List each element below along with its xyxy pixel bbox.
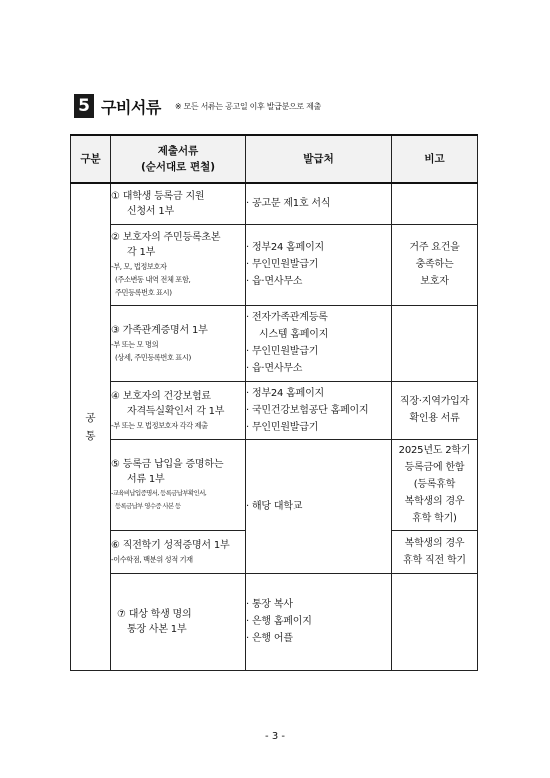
document-title-cont: 서류 1부: [127, 473, 165, 485]
remark-line: 확인용 서류: [409, 413, 460, 424]
issuer-item: · 정부24 홈페이지: [246, 242, 325, 253]
page-number: - 3 -: [265, 731, 285, 742]
required-documents-table: [70, 134, 478, 671]
header-category: 구분: [71, 135, 111, 183]
document-note: -이수학점, 백분위 성적 기재: [111, 554, 193, 564]
category-cell: [71, 183, 111, 670]
issuer-cell: [246, 439, 392, 573]
section-header: [74, 94, 321, 118]
table-row: [71, 224, 478, 305]
remark-line: (등록휴학: [413, 479, 456, 490]
table-row: [71, 573, 478, 670]
document-note: -부 또는 모 명의: [111, 339, 159, 349]
remarks-cell: [392, 573, 478, 670]
document-title: ⑦ 대상 학생 명의: [117, 608, 192, 620]
remarks-cell: [392, 305, 478, 381]
document-title-cont: 신청서 1부: [127, 205, 174, 217]
issuer-item: · 공고문 제1호 서식: [246, 198, 331, 210]
issuer-item: · 무인민원발급기: [246, 259, 319, 270]
document-title: ① 대학생 등록금 지원: [111, 190, 205, 202]
remarks-cell: [392, 224, 478, 305]
issuer-item: · 통장 복사: [246, 599, 293, 610]
remark-line: 복학생의 경우: [404, 496, 465, 507]
document-note: (주소변동 내역 전체 포함,: [115, 275, 191, 284]
header-issuer: 발급처: [246, 135, 392, 183]
issuer-item-cont: 시스템 홈페이지: [259, 329, 329, 340]
issuer-item: · 읍·면사무소: [246, 363, 303, 374]
document-cell: [111, 305, 246, 381]
remark-line: 등록금에 한함: [404, 462, 465, 473]
table-row: [71, 439, 478, 530]
document-note: (상세, 주민등록번호 표시): [115, 352, 191, 362]
issuer-item: · 은행 홈페이지: [246, 616, 312, 627]
remark-line: 충족하는: [415, 259, 454, 270]
table-header-row: [71, 135, 478, 183]
header-remarks: 비고: [392, 135, 478, 183]
header-documents: [111, 135, 246, 183]
document-note: -부, 모, 법정보호자: [111, 262, 167, 271]
issuer-cell: [246, 183, 392, 224]
document-cell: [111, 381, 246, 439]
remarks-cell: [392, 381, 478, 439]
issuer-item: · 은행 어플: [246, 633, 293, 644]
document-note: 주민등록번호 표시): [115, 288, 172, 297]
header-documents-line1: 제출서류: [157, 145, 199, 157]
section-number-box: 5: [74, 94, 94, 118]
remarks-cell: [392, 183, 478, 224]
remarks-cell: [392, 530, 478, 573]
document-title: ② 보호자의 주민등록초본: [111, 232, 221, 243]
document-cell: [111, 530, 246, 573]
remark-line: 거주 요건을: [409, 242, 460, 253]
document-note: 등록금납부 영수증 사본 등: [115, 501, 181, 510]
issuer-item: · 읍·면사무소: [246, 276, 303, 287]
category-line2: 통: [85, 429, 96, 442]
document-cell: [111, 183, 246, 224]
table-row: [71, 183, 478, 224]
table-row: [71, 305, 478, 381]
document-note: -부 또는 모 법정보호자 각각 제출: [111, 420, 208, 430]
issuer-cell: [246, 224, 392, 305]
issuer-item: · 무인민원발급기: [246, 421, 319, 433]
remark-line: 휴학 학기): [412, 513, 457, 524]
remark-line: 2025년도 2학기: [398, 445, 471, 456]
remark-line: 휴학 직전 학기: [403, 554, 466, 566]
remarks-cell: [392, 439, 478, 530]
category-line1: 공: [85, 411, 96, 424]
issuer-item: · 해당 대학교: [246, 500, 303, 512]
issuer-cell: [246, 573, 392, 670]
document-cell: [111, 439, 246, 530]
header-documents-line2: (순서대로 편철): [140, 161, 216, 173]
remark-line: 보호자: [420, 276, 449, 287]
document-title: ③ 가족관계증명서 1부: [111, 324, 208, 336]
document-title: ⑤ 등록금 납입을 증명하는: [111, 458, 224, 470]
document-title-cont: 자격득실확인서 각 1부: [127, 405, 225, 417]
issuer-item: · 무인민원발급기: [246, 346, 319, 357]
table-row: [71, 381, 478, 439]
issuer-item: · 국민건강보험공단 홈페이지: [246, 404, 369, 416]
section-title: 구비서류: [101, 97, 161, 117]
issuer-item: · 전자가족관계등록: [246, 312, 328, 323]
issuer-item: · 정부24 홈페이지: [246, 387, 325, 399]
issuer-cell: [246, 305, 392, 381]
document-title-cont: 각 1부: [127, 247, 156, 258]
remark-line: 직장·지역가입자: [399, 396, 470, 407]
document-title: ⑥ 직전학기 성적증명서 1부: [111, 539, 230, 551]
document-cell: [111, 573, 246, 670]
document-cell: [111, 224, 246, 305]
document-title-cont: 통장 사본 1부: [127, 623, 187, 635]
remark-line: 복학생의 경우: [404, 537, 465, 549]
document-note: -교육비납입증명서, 등록금납부확인서,: [111, 488, 207, 497]
section-note: ※ 모든 서류는 공고일 이후 발급분으로 제출: [174, 101, 321, 111]
document-title: ④ 보호자의 건강보험료: [111, 390, 211, 402]
issuer-cell: [246, 381, 392, 439]
